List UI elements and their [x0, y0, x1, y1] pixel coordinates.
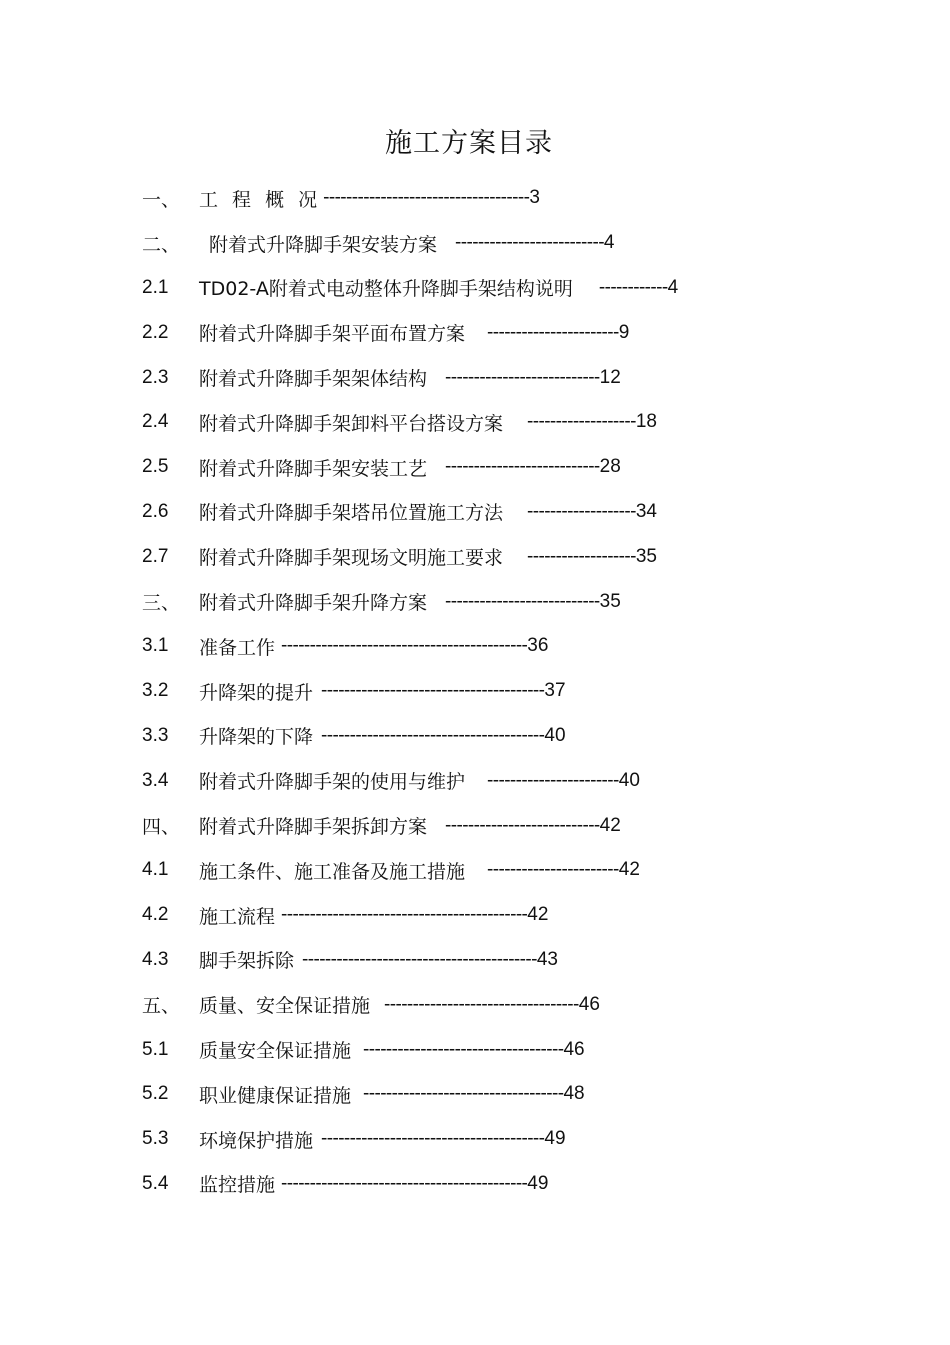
toc-entry-number: 5.3	[142, 1128, 169, 1150]
toc-leader-dots: ------------------------------------	[323, 187, 530, 209]
toc-entry-5[interactable]	[142, 982, 842, 1027]
toc-page-number: 42	[618, 859, 640, 881]
toc-leader-dots: ----------------------------------	[384, 993, 579, 1015]
toc-entry-title: 附着式升降脚手架安装工艺	[199, 457, 428, 480]
toc-entry-number: 5.1	[142, 1038, 169, 1060]
toc-entry-number: 3.3	[142, 724, 169, 746]
toc-page-number: 34	[635, 500, 657, 522]
toc-entry-2-3[interactable]	[142, 355, 842, 400]
toc-leader-dots: -----------------------	[487, 321, 619, 343]
toc-leader-dots: -------------------------------------------	[281, 1172, 528, 1194]
toc-entry-5-3[interactable]	[142, 1117, 842, 1162]
toc-entry-number: 3.2	[142, 680, 169, 702]
toc-page-number: 28	[599, 456, 621, 478]
toc-entry-title: 质量、安全保证措施	[199, 995, 371, 1018]
toc-entry-number: 二、	[142, 233, 181, 256]
toc-entry-2-1[interactable]	[142, 266, 842, 311]
toc-entry-2-6[interactable]	[142, 490, 842, 535]
toc-page-number: 12	[599, 366, 621, 388]
toc-page-number: 46	[563, 1038, 585, 1060]
toc-leader-dots: ---------------------------------------	[321, 724, 545, 746]
toc-page-number: 46	[578, 993, 600, 1015]
toc-entry-title: 监控措施	[199, 1174, 276, 1197]
toc-leader-dots: -----------------------------------	[363, 1038, 564, 1060]
toc-entry-title: 升降架的下降	[199, 726, 314, 749]
toc-leader-dots: ---------------------------	[445, 814, 600, 836]
toc-entry-3-2[interactable]	[142, 669, 842, 714]
toc-page-number: 43	[536, 948, 558, 970]
toc-entry-number: 三、	[142, 592, 181, 615]
toc-entry-title: 附着式升降脚手架卸料平台搭设方案	[199, 412, 504, 435]
toc-page-number: 37	[544, 680, 566, 702]
toc-page-number: 35	[599, 590, 621, 612]
table-of-contents	[142, 176, 842, 1206]
toc-entry-4-1[interactable]	[142, 848, 842, 893]
toc-entry-title: TD02-A附着式电动整体升降脚手架结构说明	[199, 278, 573, 301]
toc-leader-dots: -------------------	[527, 500, 636, 522]
toc-entry-number: 2.1	[142, 276, 169, 298]
toc-leader-dots: ---------------------------------------	[321, 1128, 545, 1150]
toc-entry-title: 脚手架拆除	[199, 950, 295, 973]
toc-entry-number: 五、	[142, 995, 181, 1018]
toc-entry-2-4[interactable]	[142, 400, 842, 445]
toc-entry-3[interactable]	[142, 579, 842, 624]
toc-entry-5-4[interactable]	[142, 1162, 842, 1207]
toc-entry-4-2[interactable]	[142, 893, 842, 938]
toc-entry-number: 2.4	[142, 411, 169, 433]
toc-entry-5-1[interactable]	[142, 1027, 842, 1072]
toc-leader-dots: ---------------------------	[445, 366, 600, 388]
toc-entry-number: 5.4	[142, 1172, 169, 1194]
toc-leader-dots: -------------------	[527, 411, 636, 433]
toc-page-number: 48	[563, 1083, 585, 1105]
toc-entry-2-2[interactable]	[142, 310, 842, 355]
toc-entry-3-3[interactable]	[142, 714, 842, 759]
toc-entry-title: 附着式升降脚手架架体结构	[199, 368, 428, 391]
toc-entry-number: 2.5	[142, 456, 169, 478]
toc-leader-dots: --------------------------	[455, 232, 604, 254]
toc-entry-title: 附着式升降脚手架拆卸方案	[199, 816, 428, 839]
toc-entry-title: 附着式升降脚手架平面布置方案	[199, 323, 466, 346]
toc-entry-3-4[interactable]	[142, 758, 842, 803]
toc-entry-title: 工 程 概 况	[199, 188, 322, 211]
toc-entry-title: 施工流程	[199, 905, 276, 928]
toc-page-number: 42	[527, 904, 549, 926]
toc-entry-title: 升降架的提升	[199, 681, 314, 704]
toc-entry-number: 4.2	[142, 904, 169, 926]
toc-entry-2-7[interactable]	[142, 534, 842, 579]
toc-entry-title: 质量安全保证措施	[199, 1040, 352, 1063]
toc-entry-title: 附着式升降脚手架现场文明施工要求	[199, 547, 504, 570]
toc-leader-dots: -------------------------------------------	[281, 635, 528, 657]
toc-entry-title: 附着式升降脚手架的使用与维护	[199, 771, 466, 794]
toc-page-number: 4	[603, 232, 615, 254]
toc-page-number: 35	[635, 545, 657, 567]
toc-leader-dots: -----------------------	[487, 769, 619, 791]
toc-page-number: 3	[529, 187, 540, 209]
toc-entry-title: 施工条件、施工准备及施工措施	[199, 860, 466, 883]
toc-page-number: 42	[599, 814, 621, 836]
toc-entry-2[interactable]	[142, 221, 842, 266]
toc-entry-number: 2.7	[142, 545, 169, 567]
toc-entry-number: 4.1	[142, 859, 169, 881]
toc-leader-dots: ---------------------------	[445, 456, 600, 478]
toc-entry-4-3[interactable]	[142, 938, 842, 983]
toc-entry-number: 5.2	[142, 1083, 169, 1105]
toc-entry-title: 附着式升降脚手架安装方案	[209, 233, 438, 256]
toc-entry-title: 环境保护措施	[199, 1129, 314, 1152]
toc-entry-number: 四、	[142, 816, 181, 839]
toc-leader-dots: -----------------------------------	[363, 1083, 564, 1105]
toc-leader-dots: -------------------------------------------	[281, 904, 528, 926]
toc-leader-dots: ---------------------------------------	[321, 680, 545, 702]
toc-entry-title: 附着式升降脚手架塔吊位置施工方法	[199, 502, 504, 525]
toc-page-number: 36	[527, 635, 549, 657]
page-title: 施工方案目录	[385, 128, 553, 159]
toc-entry-2-5[interactable]	[142, 445, 842, 490]
toc-entry-3-1[interactable]	[142, 624, 842, 669]
toc-page-number: 49	[544, 1128, 566, 1150]
toc-page-number: 40	[618, 769, 640, 791]
toc-entry-title: 附着式升降脚手架升降方案	[199, 592, 428, 615]
toc-leader-dots: ------------	[598, 276, 668, 298]
toc-entry-number: 2.6	[142, 500, 169, 522]
toc-page-number: 4	[667, 276, 679, 298]
toc-leader-dots: ---------------------------	[445, 590, 600, 612]
toc-entry-number: 4.3	[142, 948, 169, 970]
toc-leader-dots: -------------------	[527, 545, 636, 567]
toc-entry-number: 3.1	[142, 635, 169, 657]
toc-page-number: 40	[544, 724, 566, 746]
toc-entry-title: 职业健康保证措施	[199, 1084, 352, 1107]
toc-leader-dots: -----------------------	[487, 859, 619, 881]
toc-page-number: 49	[527, 1172, 549, 1194]
toc-entry-title: 准备工作	[199, 636, 276, 659]
toc-entry-number: 一、	[142, 188, 181, 211]
toc-entry-4[interactable]	[142, 803, 842, 848]
toc-entry-1[interactable]	[142, 176, 842, 221]
toc-entry-number: 3.4	[142, 769, 169, 791]
toc-leader-dots: -----------------------------------------	[302, 948, 537, 970]
toc-entry-number: 2.3	[142, 366, 169, 388]
toc-page-number: 18	[635, 411, 657, 433]
toc-entry-5-2[interactable]	[142, 1072, 842, 1117]
toc-entry-number: 2.2	[142, 321, 169, 343]
toc-page-number: 9	[618, 321, 630, 343]
